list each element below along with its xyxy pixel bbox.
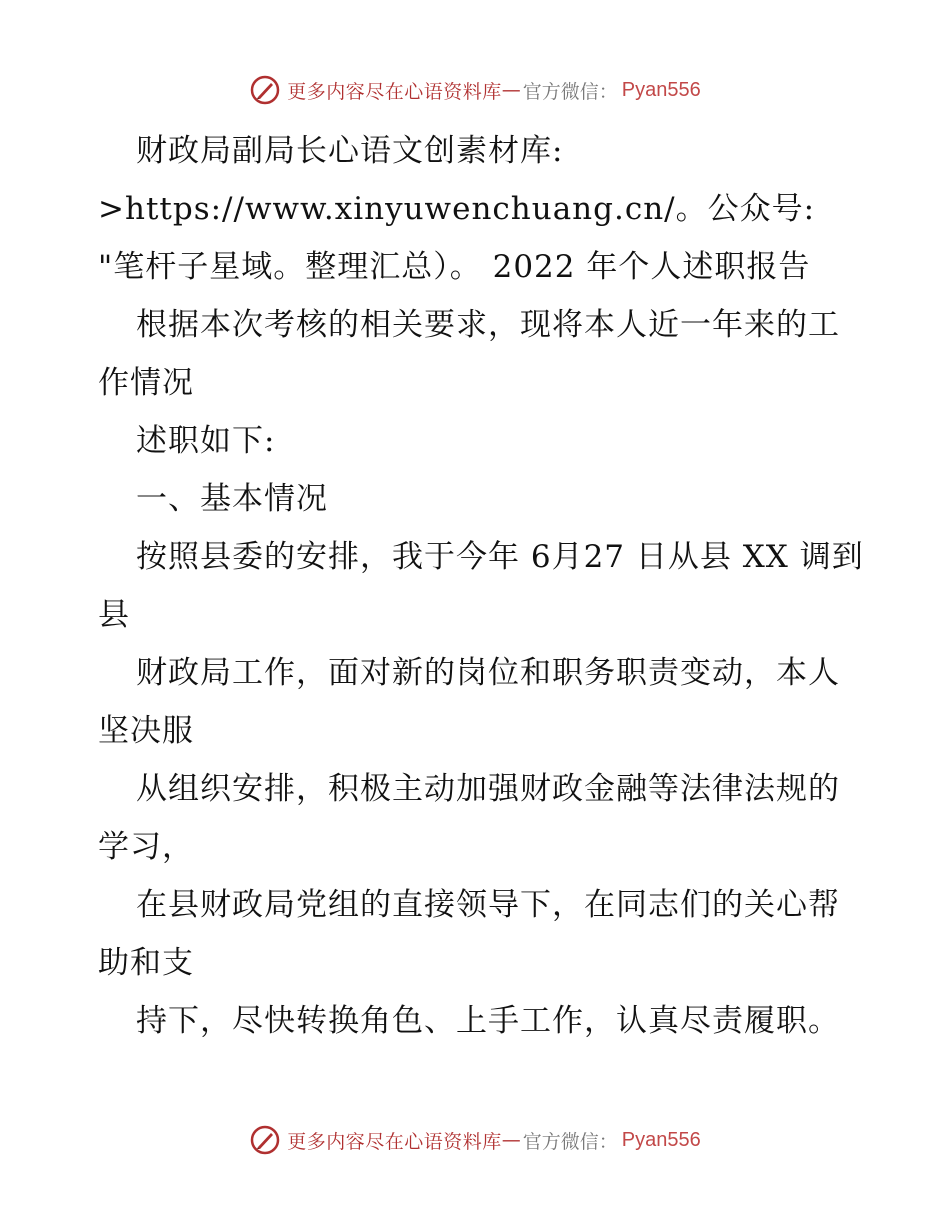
brand-text: 更多内容尽在心语资料库: [287, 80, 502, 103]
paragraph-duty: 持下，尽快转换角色、上手工作，认真尽责履职。: [136, 1003, 840, 1039]
paragraph-opening: 根据本次考核的相关要求，现将本人近一年来的工作情况: [98, 307, 840, 401]
paragraph-new-post: 财政局工作，面对新的岗位和职务职责变动，本人坚决服: [98, 655, 840, 749]
wechat-label: 官方微信：: [522, 80, 618, 103]
wechat-id: Pyan556: [621, 78, 701, 101]
paragraph-study: 从组织安排，积极主动加强财政金融等法律法规的学习，: [98, 771, 840, 865]
quill-pen-seal-icon: [249, 74, 281, 106]
quill-pen-seal-icon: [249, 1124, 281, 1156]
paragraph-intro: 财政局副局长心语文创素材库: >https://www.xinyuwenchuang.cn/。公众号: "笔杆子星域。整理汇总）。 2022 年个人述职报告: [98, 133, 816, 285]
paragraph-leadership: 在县财政局党组的直接领导下，在同志们的关心帮助和支: [98, 887, 840, 981]
brand-text: 更多内容尽在心语资料库: [287, 1130, 502, 1153]
wechat-id: Pyan556: [621, 1128, 701, 1151]
page-header-watermark: [0, 72, 950, 108]
section-heading-basic-info: 一、基本情况: [136, 481, 328, 517]
document-body: [98, 122, 868, 1050]
paragraph-transfer: 按照县委的安排，我于今年 6月27 日从县 XX 调到县: [98, 539, 864, 633]
wechat-label: 官方微信：: [522, 1130, 618, 1153]
page-footer-watermark: [0, 1122, 950, 1158]
separator: —: [501, 1129, 521, 1151]
separator: —: [501, 79, 521, 101]
paragraph-statement: 述职如下:: [136, 423, 276, 459]
